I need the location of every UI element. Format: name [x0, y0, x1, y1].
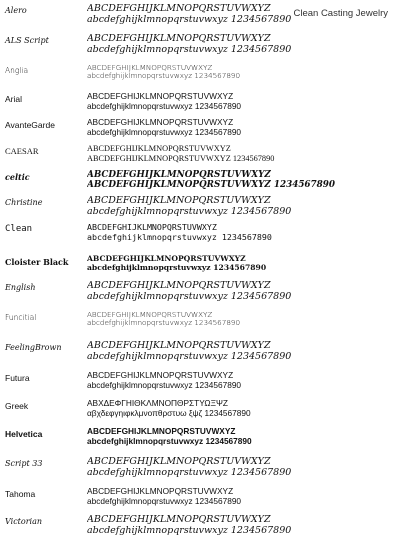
- font-name: Anglia: [5, 66, 29, 75]
- font-name: Arial: [5, 94, 23, 104]
- font-sample: [87, 255, 387, 272]
- uppercase-sample: ABCDEFGHIJKLMNOPQRSTUVWXYZ: [87, 118, 234, 127]
- lowercase-sample: αβχδεφγηιφκλμνοπθρστυω ξψζ 1234567890: [87, 407, 251, 418]
- font-name: Clean: [5, 224, 33, 234]
- font-name: ALS Script: [5, 36, 49, 45]
- lowercase-sample: abcdefghijklmnopqrstuvwxyz 1234567890: [87, 71, 241, 81]
- lowercase-sample: abcdefghijklmnopqrstuvwxyz 1234567890: [87, 435, 252, 446]
- lowercase-sample: abcdefghijklmnopqrstuvwxyz 1234567890: [87, 126, 242, 137]
- font-name: English: [5, 283, 36, 292]
- lowercase-sample: abcdefghijklmnopqrstuvwxyz 1234567890: [87, 290, 292, 302]
- font-name: Funcitial: [5, 313, 37, 322]
- brand-label: Clean Casting Jewelry: [293, 8, 388, 19]
- uppercase-sample: ΑΒΧΔΕΦΓΗΙΘΚΛΜΝΟΠΘΡΣΤΥΩΞΨΖ: [87, 399, 228, 408]
- font-sample: [87, 311, 387, 328]
- uppercase-sample: ABCDEFGHIJKLMNOPQRSTUVWXYZ: [87, 196, 271, 206]
- font-name: Futura: [5, 373, 30, 383]
- uppercase-sample: ABCDEFGHIJKLMNOPQRSTUVWXYZ: [87, 457, 271, 467]
- font-sample: [87, 515, 387, 537]
- lowercase-sample: abcdefghijklmnopqrstuvwxyz 1234567890: [87, 100, 242, 111]
- lowercase-sample: abcdefghijklmnopqrstuvwxyz 1234567890: [87, 524, 292, 536]
- uppercase-sample: ABCDEFGHIJKLMNOPQRSTUVWXYZ: [87, 4, 271, 14]
- font-name: Cloister Black: [5, 257, 69, 267]
- font-sample: [87, 399, 387, 418]
- font-name: Greek: [5, 401, 29, 411]
- font-sample: [87, 34, 387, 56]
- uppercase-sample: ABCDEFGHIJKLMNOPQRSTUVWXYZ: [87, 371, 234, 380]
- font-name: CAESAR: [5, 146, 39, 156]
- uppercase-sample: ABCDEFGHIJKLMNOPQRSTUVWXYZ: [87, 170, 271, 180]
- lowercase-sample: ABCDEFGHIJKLMNOPQRSTUVWXYZ 1234567890: [87, 180, 336, 191]
- lowercase-sample: abcdefghijklmnopqrstuvwxyz 1234567890: [87, 350, 292, 362]
- lowercase-sample: abcdefghijklmnopqrstuvwxyz 1234567890: [87, 205, 292, 217]
- lowercase-sample: abcdefghijklmnopqrstuvwxyz 1234567890: [87, 379, 242, 390]
- uppercase-sample: ABCDEFGHIJKLMNOPQRSTUVWXYZ: [87, 255, 246, 263]
- lowercase-sample: ABCDEFGHIJKLMNOPQRSTUVWXYZ 1234567890: [87, 153, 275, 163]
- uppercase-sample: ABCDEFGHIJKLMNOPQRSTUVWXYZ: [87, 341, 271, 351]
- uppercase-sample: ABCDEFGHIJKLMNOPQRSTUVWXYZ: [87, 515, 271, 525]
- lowercase-sample: abcdefghijklmnopqrstuvwxyz 1234567890: [87, 13, 292, 25]
- font-sample: [87, 487, 387, 506]
- font-name: AvanteGarde: [5, 120, 55, 130]
- uppercase-sample: ABCDEFGHIJKLMNOPQRSTUVWXYZ: [87, 311, 213, 319]
- font-sample: [87, 281, 387, 303]
- uppercase-sample: ABCDEFGHIJKLMNOPQRSTUVWXYZ: [87, 34, 271, 44]
- uppercase-sample: ABCDEFGHIJKLMNOPQRSTUVWXYZ: [87, 281, 271, 291]
- lowercase-sample: abcdefghijklmnopqrstuvwxyz 1234567890: [87, 495, 242, 506]
- font-name: Christine: [5, 198, 43, 207]
- font-sample: [87, 196, 387, 218]
- font-name: celtic: [5, 172, 30, 182]
- font-name: Alero: [5, 6, 27, 15]
- font-name: Victorian: [5, 517, 43, 526]
- font-sample: [87, 427, 387, 446]
- font-sample: [87, 64, 387, 81]
- font-sample: [87, 118, 387, 137]
- font-name: Helvetica: [5, 429, 43, 439]
- lowercase-sample: abcdefghijklmnopqrstuvwxyz 1234567890: [87, 43, 292, 55]
- uppercase-sample: ABCDEFGHIJKLMNOPQRSTUVWXYZ: [87, 64, 213, 72]
- uppercase-sample: ABCDEFGHIJKLMNOPQRSTUVWXYZ: [87, 427, 236, 436]
- uppercase-sample: ABCDEFGHIJKLMNOPQRSTUVWXYZ: [87, 92, 234, 101]
- font-sample: [87, 223, 387, 242]
- font-sample: [87, 92, 387, 111]
- uppercase-sample: ABCDEFGHIJKLMNOPQRSTUVWXYZ: [87, 487, 234, 496]
- lowercase-sample: abcdefghijklmnopqrstuvwxyz 1234567890: [87, 231, 272, 242]
- uppercase-sample: ABCDEFGHIJKLMNOPQRSTUVWXYZ: [87, 223, 217, 232]
- font-sample: [87, 457, 387, 479]
- lowercase-sample: abcdefghijklmnopqrstuvwxyz 1234567890: [87, 262, 267, 272]
- font-sample: [87, 371, 387, 390]
- font-sample: [87, 170, 387, 190]
- font-name: Tahoma: [5, 489, 36, 499]
- lowercase-sample: abcdefghijklmnopqrstuvwxyz 1234567890: [87, 318, 241, 328]
- font-sample: [87, 341, 387, 363]
- font-sample: [87, 144, 387, 163]
- lowercase-sample: abcdefghijklmnopqrstuvwxyz 1234567890: [87, 466, 292, 478]
- font-name: FeelingBrown: [5, 343, 62, 352]
- font-sample: [87, 4, 387, 26]
- uppercase-sample: ABCDEFGHIJKLMNOPQRSTUVWXYZ: [87, 144, 231, 153]
- font-name: Script 33: [5, 459, 43, 468]
